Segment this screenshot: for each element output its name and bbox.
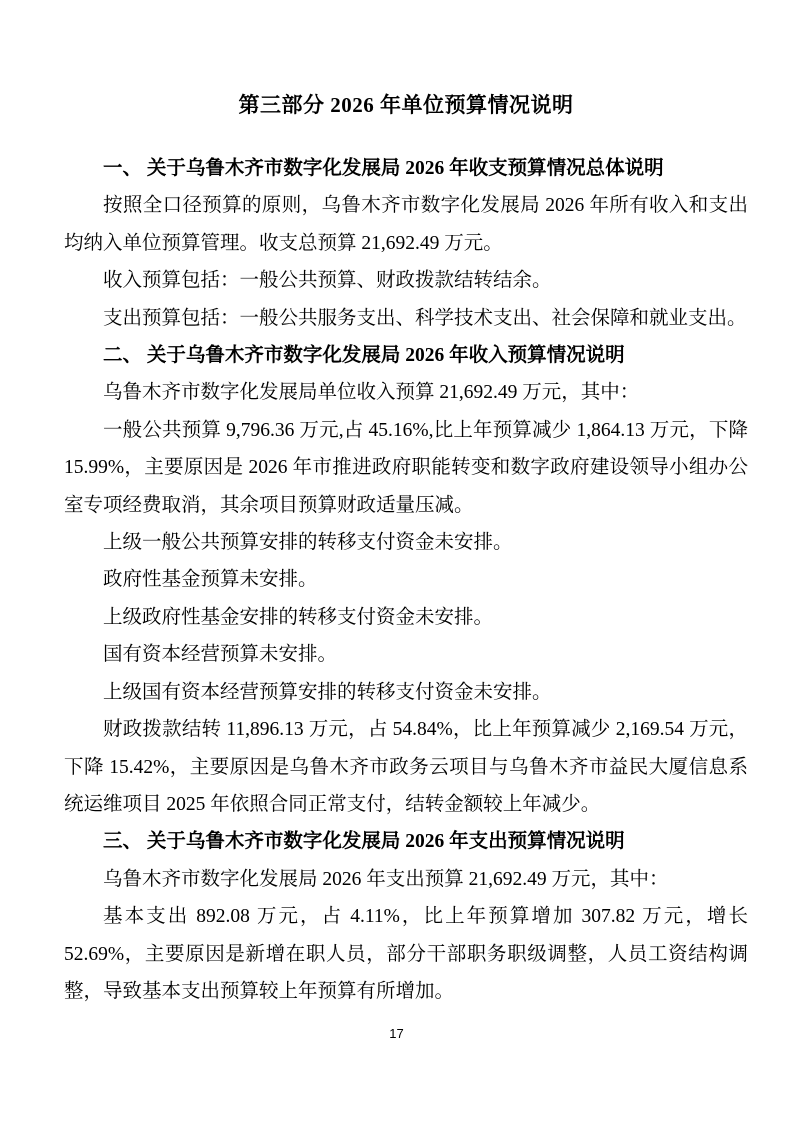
document-title: 第三部分 2026 年单位预算情况说明 [238,93,574,117]
paragraph-government-fund-budget: 政府性基金预算未安排。 [103,569,318,591]
section-2-heading: 二、 关于乌鲁木齐市数字化发展局 2026 年收入预算情况说明 [103,345,625,367]
paragraph-fiscal-carryover: 财政拨款结转 11,896.13 万元，占 54.84%，比上年预算减少 2,169.54 万元，下降 15.42%，主要原因是乌鲁木齐市政务云项目与乌鲁木齐市益民大厦信息系统运维项目 2025 年依照合同正常支付，结转金额较上年减少。 [64,719,748,815]
paragraph-basic-expenditure: 基本支出 892.08 万元，占 4.11%，比上年预算增加 307.82 万元，增长 52.69%，主要原因是新增在职人员，部分干部职务职级调整，人员工资结构调整，导致基本支出预算较上年预算有所增加。 [64,906,748,1002]
paragraph-total-budget-overview: 按照全口径预算的原则，乌鲁木齐市数字化发展局 2026 年所有收入和支出均纳入单位预算管理。收支总预算 21,692.49 万元。 [64,195,748,254]
section-1-heading: 一、 关于乌鲁木齐市数字化发展局 2026 年收支预算情况总体说明 [103,158,664,179]
paragraph-state-capital-budget: 国有资本经营预算未安排。 [103,644,338,666]
paragraph-income-budget-includes: 收入预算包括：一般公共预算、财政拨款结转结余。 [103,270,552,292]
document-content [64,90,748,1010]
paragraph-general-public-budget: 一般公共预算 9,796.36 万元,占 45.16%,比上年预算减少 1,864.13 万元，下降 15.99%，主要原因是 2026 年市推进政府职能转变和数字政府建设领导小组办公室专项经费取消，其余项目预算财政适量压减。 [64,419,748,516]
paragraph-expenditure-budget-includes: 支出预算包括：一般公共服务支出、科学技术支出、社会保障和就业支出。 [103,307,747,329]
paragraph-superior-state-capital-transfer: 上级国有资本经营预算安排的转移支付资金未安排。 [103,681,552,703]
paragraph-expenditure-budget-total: 乌鲁木齐市数字化发展局 2026 年支出预算 21,692.49 万元，其中： [103,868,669,890]
page-number: 17 [389,1026,404,1041]
paragraph-income-budget-total: 乌鲁木齐市数字化发展局单位收入预算 21,692.49 万元，其中： [103,382,640,404]
section-3-heading: 三、 关于乌鲁木齐市数字化发展局 2026 年支出预算情况说明 [103,831,625,853]
paragraph-superior-general-public-transfer: 上级一般公共预算安排的转移支付资金未安排。 [103,532,513,554]
paragraph-superior-government-fund-transfer: 上级政府性基金安排的转移支付资金未安排。 [103,606,494,628]
